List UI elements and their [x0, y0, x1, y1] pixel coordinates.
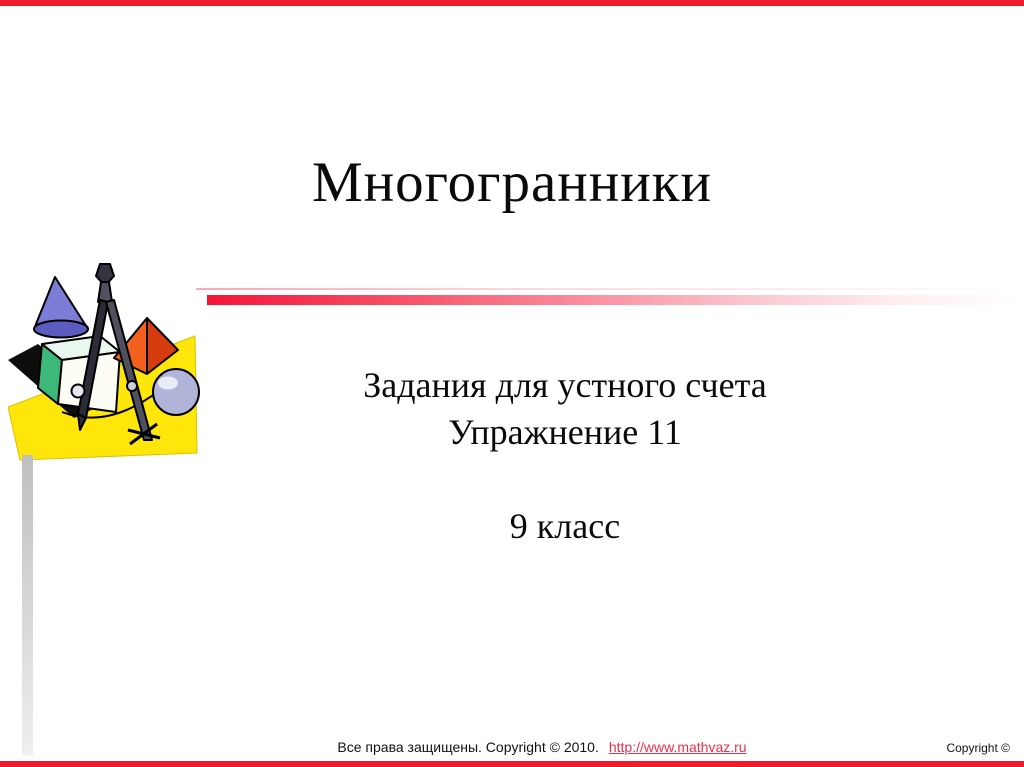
left-gray-bar [22, 455, 33, 755]
bottom-red-bar [0, 761, 1024, 767]
footer [60, 739, 1024, 755]
subtitle-line-2: Упражнение 11 [448, 412, 682, 452]
top-red-bar [0, 0, 1024, 6]
compass-wheel [72, 385, 85, 398]
subtitle-block [150, 362, 980, 550]
cone-base-shape [34, 321, 88, 338]
subtitle-line-1: Задания для устного счета [363, 365, 767, 405]
mathvaz-link[interactable]: http://www.mathvaz.ru [608, 739, 747, 755]
divider-hairline [196, 288, 1024, 290]
compass-hinge [98, 282, 112, 302]
footer-rights-text: Все права защищены. Copyright © 2010. [337, 739, 599, 755]
compass-screw [127, 381, 137, 391]
footer-corner-copyright: Copyright © [946, 741, 1010, 755]
subtitle-line-3: 9 класс [509, 506, 621, 546]
red-gradient-divider [207, 295, 1024, 305]
subtitle-gap [150, 456, 980, 503]
slide-title: Многогранники [311, 151, 713, 214]
